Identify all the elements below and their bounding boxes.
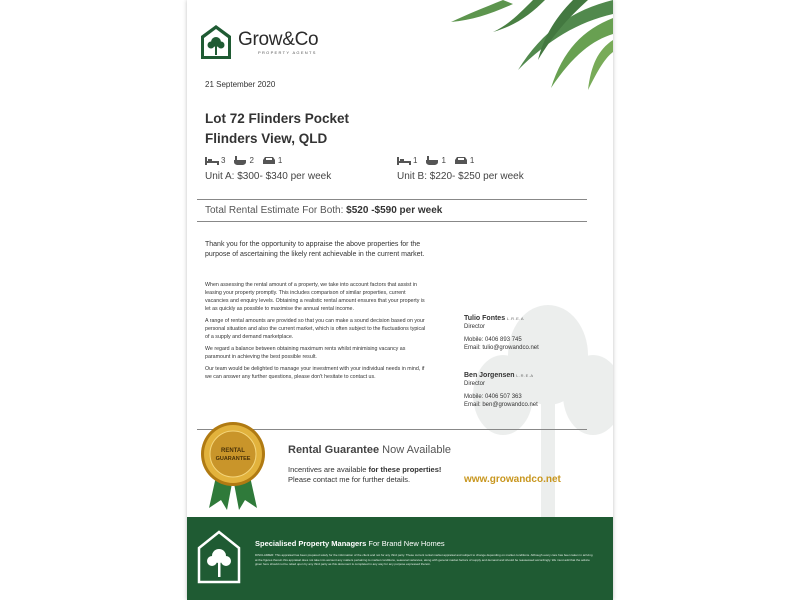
bed-icon bbox=[205, 156, 219, 165]
house-tree-logo-icon bbox=[197, 530, 241, 584]
car-icon bbox=[262, 156, 276, 165]
agent-card bbox=[464, 315, 539, 352]
unit-a-cars: 1 bbox=[277, 156, 283, 165]
rental-guarantee-text bbox=[288, 465, 441, 485]
agent-name: Tulio Fontes bbox=[464, 315, 506, 322]
rental-guarantee-title-bold: Rental Guarantee bbox=[288, 444, 380, 456]
agent-credential: L.R.E.A bbox=[516, 373, 534, 378]
agent-name: Ben Jorgensen bbox=[464, 372, 515, 379]
unit-b-price: Unit B: $220- $250 per week bbox=[397, 171, 524, 182]
car-icon bbox=[454, 156, 468, 165]
footer-heading bbox=[255, 539, 445, 548]
agent-email[interactable]: Email: tulio@growandco.net bbox=[464, 345, 539, 351]
agent-card bbox=[464, 372, 538, 409]
divider bbox=[197, 221, 587, 222]
body-paragraph: A range of rental amounts are provided so that you can make a sound decision based on your personal situation and also the current market, which is often subject to the fluctuations typical of a supply and demand marketplace. bbox=[205, 318, 426, 340]
rental-guarantee-seal-icon bbox=[199, 420, 267, 512]
unit-a-baths: 2 bbox=[249, 156, 254, 165]
unit-a bbox=[205, 156, 331, 182]
bed-icon bbox=[397, 156, 411, 165]
rental-guarantee-title bbox=[288, 444, 451, 456]
property-line-1: Lot 72 Flinders Pocket bbox=[205, 111, 350, 126]
appraisal-document bbox=[187, 0, 613, 600]
seal-text-line-1: RENTAL bbox=[221, 448, 245, 454]
total-label: Total Rental Estimate For Both: bbox=[205, 205, 347, 216]
property-line-2: Flinders View, QLD bbox=[205, 131, 328, 146]
total-value: $520 -$590 per week bbox=[346, 205, 443, 216]
body-paragraph: Our team would be delighted to manage your investment with your individual needs in mind, if we can answer any further questions, please don't hesitate to contact us. bbox=[205, 366, 425, 380]
agent-mobile[interactable]: Mobile: 0406 507 363 bbox=[464, 394, 522, 400]
document-date: 21 September 2020 bbox=[205, 80, 276, 89]
footer-heading-bold: Specialised Property Managers bbox=[255, 539, 367, 548]
body-text bbox=[205, 281, 430, 385]
incentive-text-bold: for these properties! bbox=[368, 465, 442, 474]
bath-icon bbox=[233, 156, 247, 165]
total-estimate bbox=[205, 205, 442, 216]
agent-mobile[interactable]: Mobile: 0406 893 745 bbox=[464, 337, 522, 343]
unit-b-beds: 1 bbox=[413, 156, 418, 165]
intro-paragraph: Thank you for the opportunity to appraise the above properties for the purpose of ascertaining the likely rent achievable in the current market. bbox=[205, 241, 425, 258]
agent-role: Director bbox=[464, 381, 486, 387]
body-paragraph: When assessing the rental amount of a property, we take into account factors that assist in leasing your property promptly. This includes comparison of similar properties, current vacancies and enquiry levels. Obtaining a realistic rental amount ensures that your property is let as quickly as possible to maximise the annual rental income. bbox=[205, 282, 425, 312]
incentive-text: Incentives are available bbox=[288, 465, 369, 474]
unit-b-baths: 1 bbox=[441, 156, 446, 165]
agent-email[interactable]: Email: ben@growandco.net bbox=[464, 402, 538, 408]
unit-b bbox=[397, 156, 524, 182]
property-title bbox=[205, 109, 349, 149]
footer-heading-rest: For Brand New Homes bbox=[366, 539, 445, 548]
brand-tagline: PROPERTY AGENTS bbox=[258, 49, 317, 55]
brand-name: Grow&Co bbox=[238, 28, 319, 50]
unit-a-beds: 3 bbox=[221, 156, 226, 165]
footer-banner bbox=[187, 517, 613, 600]
rental-guarantee-title-rest: Now Available bbox=[379, 444, 452, 456]
website-link[interactable]: www.growandco.net bbox=[464, 474, 561, 485]
seal-text-line-2: GUARANTEE bbox=[215, 456, 251, 462]
bath-icon bbox=[425, 156, 439, 165]
divider bbox=[197, 199, 587, 200]
agent-role: Director bbox=[464, 324, 486, 330]
palm-leaves-decoration bbox=[423, 0, 613, 90]
house-tree-logo-icon bbox=[200, 24, 232, 60]
contact-text: Please contact me for further details. bbox=[288, 475, 411, 484]
brand-logo bbox=[200, 24, 318, 60]
unit-b-cars: 1 bbox=[469, 156, 475, 165]
disclaimer-text: DISCLAIMER: This appraisal has been prepared solely for the information of the client and not for any third party. These current rental market appraisal and subject to change depending on market conditions. Although every care has been taken in arriving at the figures therein this appraisal does not take into account any matters pertaining to market conditions, seasonal variances, along with general market factors of supply and demand and should be reassessed accordingly. We must add that the advice given here should not be relied upon by any third party as this document is completed in any way for any purpose expressed therein. bbox=[255, 553, 593, 566]
agent-credential: L.R.E.A bbox=[506, 316, 525, 321]
unit-a-price: Unit A: $300- $340 per week bbox=[205, 171, 332, 182]
body-paragraph: We regard a balance between obtaining maximum rents whilst minimising vacancy as paramount in achieving the best possible result. bbox=[205, 346, 406, 360]
